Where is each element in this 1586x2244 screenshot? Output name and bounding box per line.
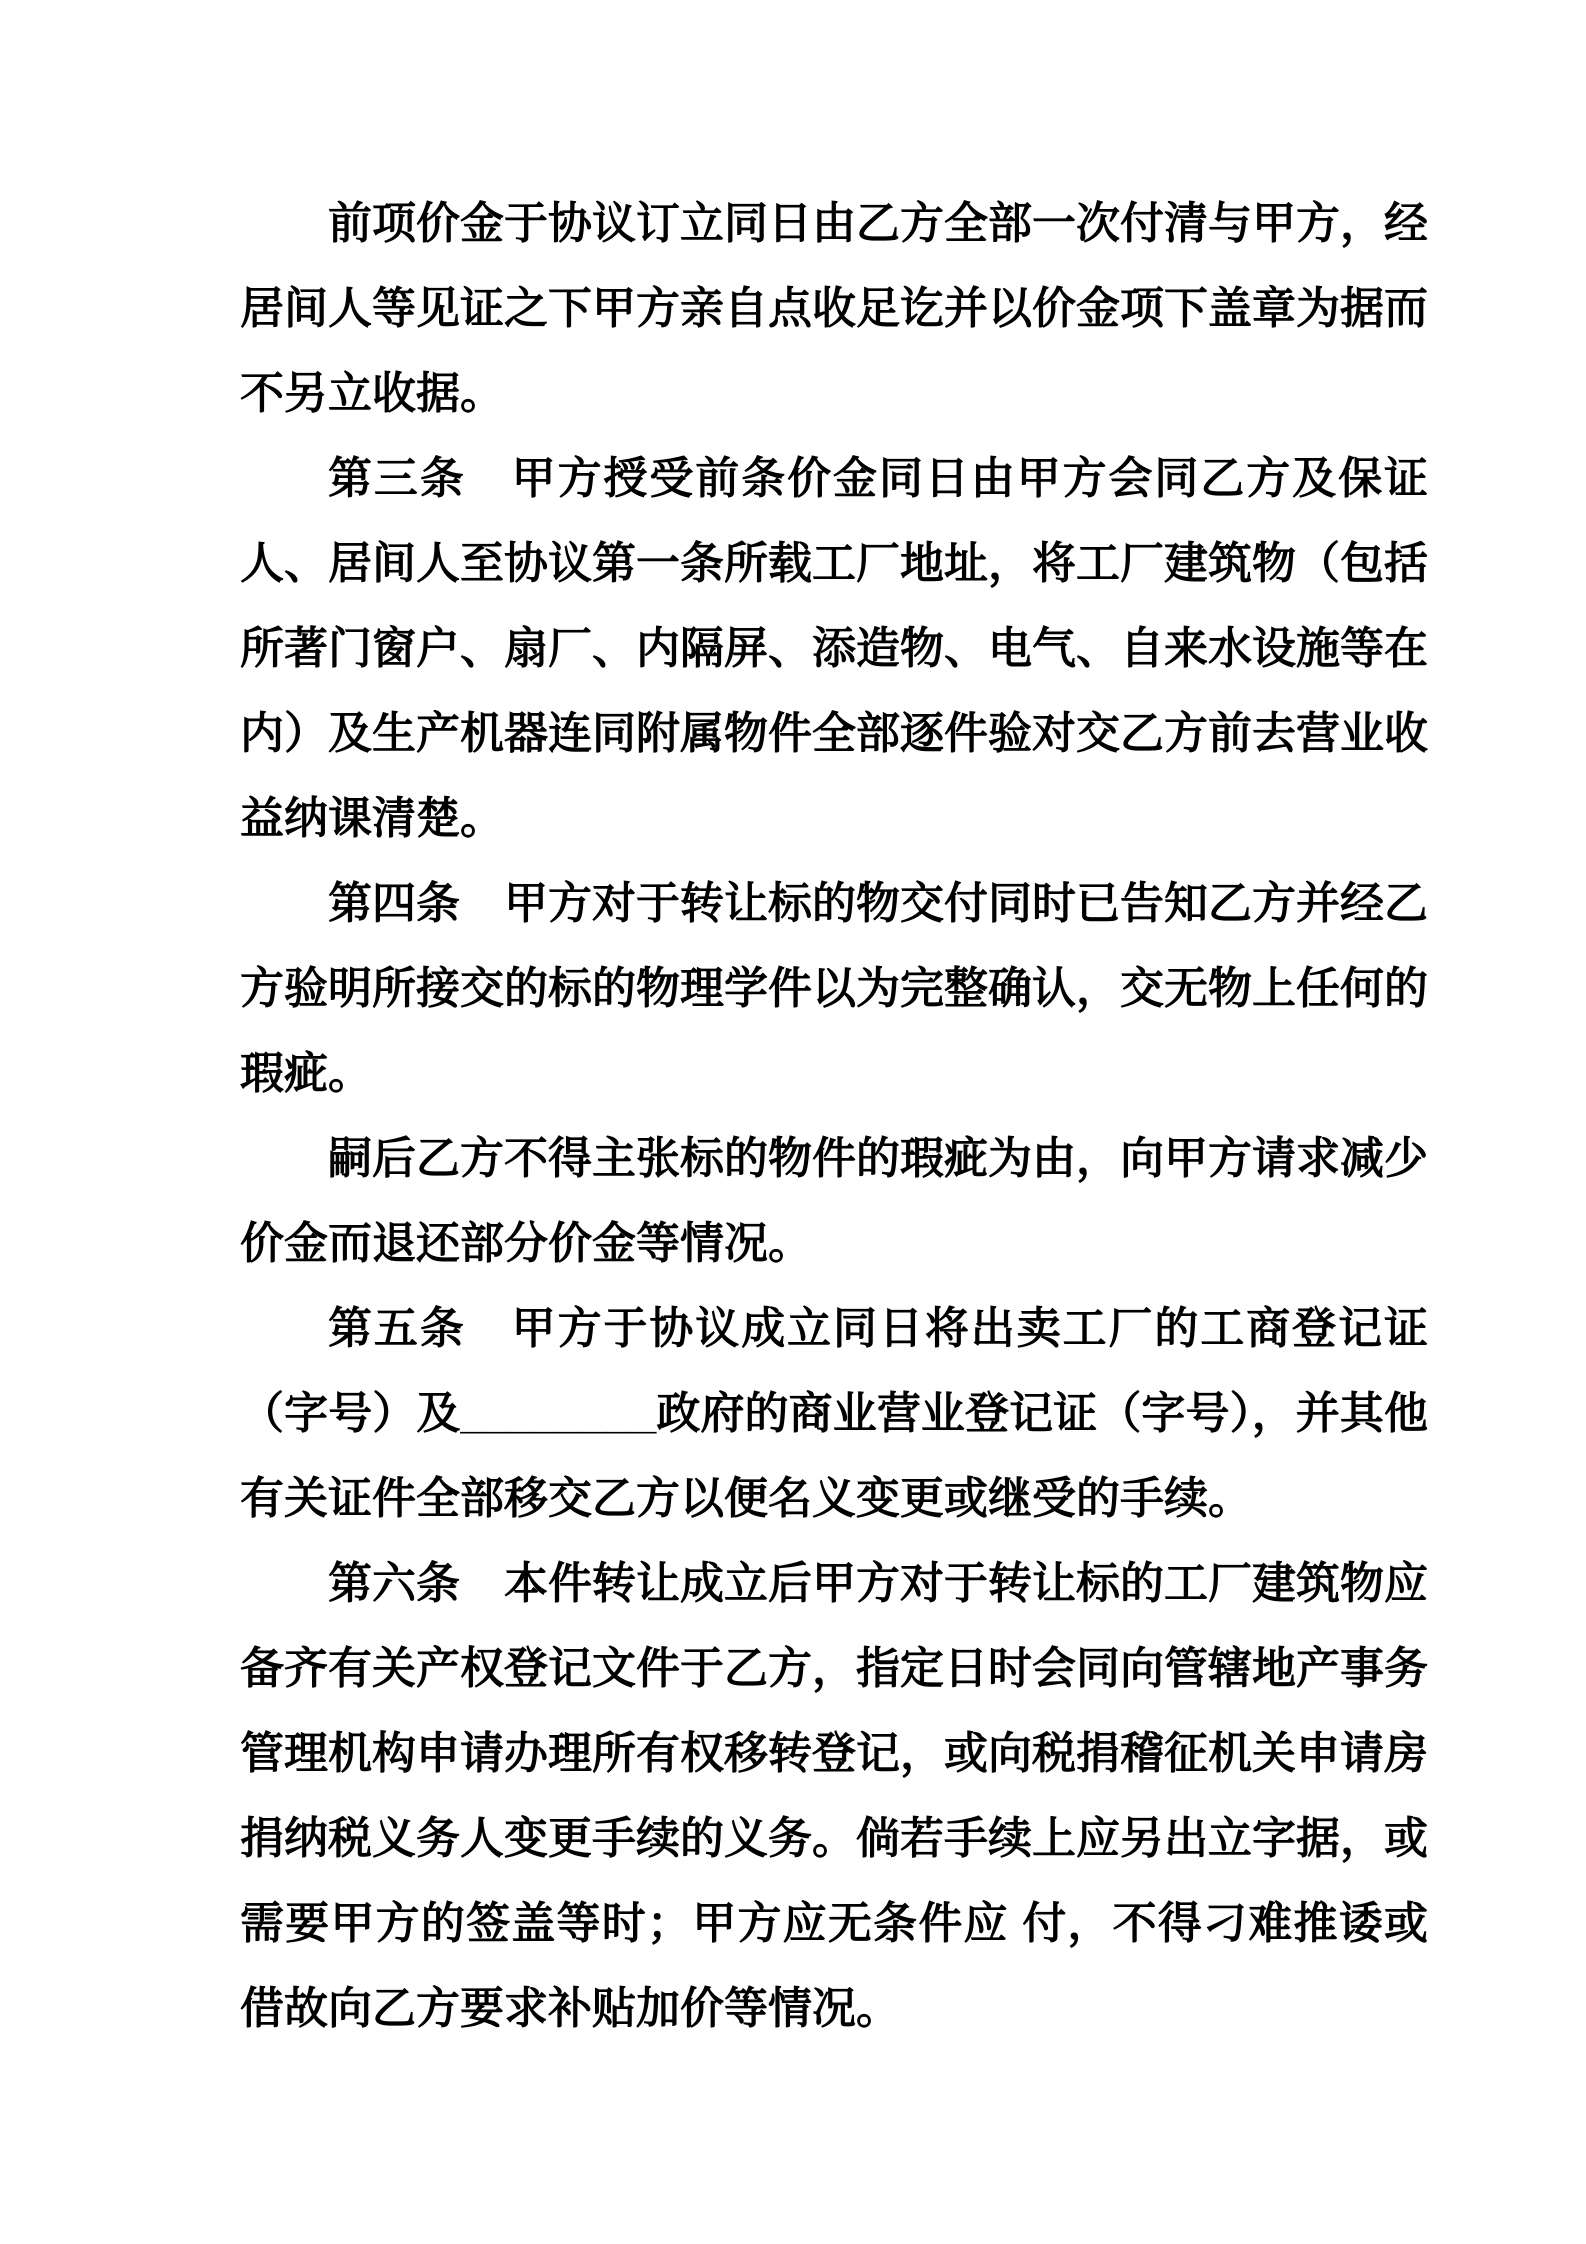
paragraph-article-3: 第三条 甲方授受前条价金同日由甲方会同乙方及保证人、居间人至协议第一条所载工厂地址，将工厂建筑物（包括所著门窗户、扇厂、内隔屏、添造物、电气、自来水设施等在内）及生产机器连同附属物件全部逐件验对交乙方前去营业收益纳课清楚。	[240, 454, 1428, 843]
paragraph-article-5: 第五条 甲方于协议成立同日将出卖工厂的工商登记证（字号）及________政府的商业营业登记证（字号），并其他有关证件全部移交乙方以便名义变更或继受的手续。	[240, 1304, 1428, 1523]
paragraph-article-4: 第四条 甲方对于转让标的物交付同时已告知乙方并经乙方验明所接交的标的物理学件以为完整确认，交无物上任何的瑕疵。	[240, 879, 1428, 1098]
paragraph-price-payment: 前项价金于协议订立同日由乙方全部一次付清与甲方，经居间人等见证之下甲方亲自点收足讫并以价金项下盖章为据而不另立收据。	[240, 199, 1428, 418]
paragraph-article-4-continuation: 嗣后乙方不得主张标的物件的瑕疵为由，向甲方请求减少价金而退还部分价金等情况。	[240, 1134, 1428, 1268]
contract-body	[240, 181, 1428, 2051]
paragraph-article-6: 第六条 本件转让成立后甲方对于转让标的工厂建筑物应备齐有关产权登记文件于乙方，指定日时会同向管辖地产事务管理机构申请办理所有权移转登记，或向税捐稽征机关申请房捐纳税义务人变更手续的义务。倘若手续上应另出立字据，或需要甲方的签盖等时；甲方应无条件应 付，不得刁难推诿或借故向乙方要求补贴加价等情况。	[240, 1559, 1428, 2033]
